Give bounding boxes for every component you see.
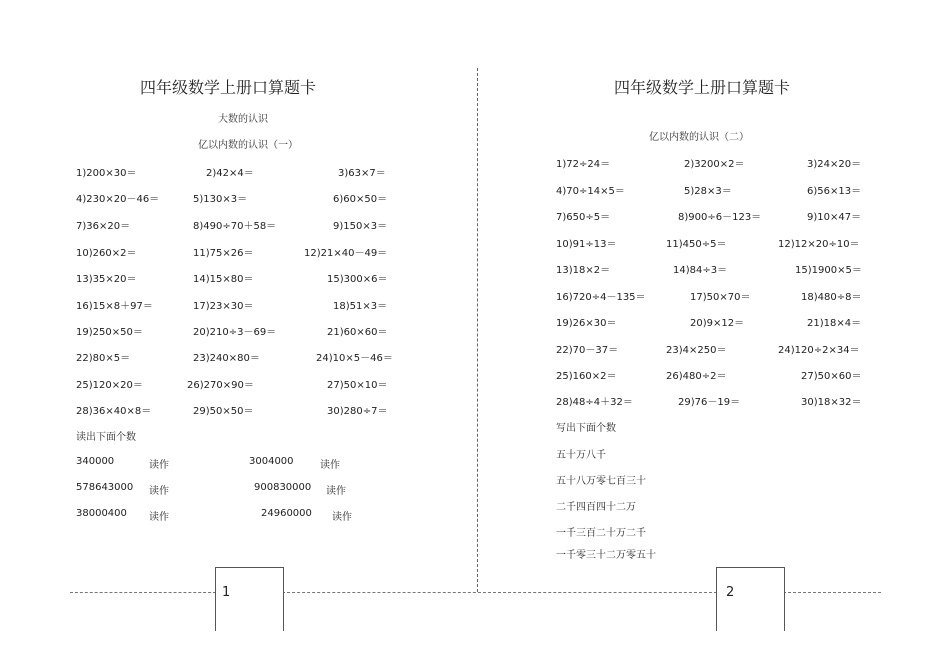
right-problem: 19)26×30＝ xyxy=(556,318,617,329)
left-problem: 12)21×40－49＝ xyxy=(304,248,388,259)
read-number-value: 578643000 xyxy=(76,482,134,493)
page-number-2: 2 xyxy=(726,585,735,600)
left-problem: 21)60×60＝ xyxy=(327,327,388,338)
left-problem: 30)280÷7＝ xyxy=(327,406,388,417)
left-problem: 11)75×26＝ xyxy=(193,248,254,259)
right-problem: 1)72÷24＝ xyxy=(556,159,611,170)
center-divider xyxy=(477,68,478,592)
left-problem: 24)10×5－46＝ xyxy=(316,353,393,364)
right-problem: 4)70÷14×5＝ xyxy=(556,186,625,197)
right-problem: 24)120÷2×34＝ xyxy=(778,345,860,356)
right-problem: 6)56×13＝ xyxy=(807,186,862,197)
left-problem: 25)120×20＝ xyxy=(76,380,143,391)
read-as-label: 读作 xyxy=(149,486,169,497)
right-problem: 7)650÷5＝ xyxy=(556,212,611,223)
left-problem: 22)80×5＝ xyxy=(76,353,131,364)
right-page-subtitle-topic: 亿以内数的认识（二） xyxy=(649,132,749,143)
right-problem: 27)50×60＝ xyxy=(801,371,862,382)
left-page-subtitle-topic: 亿以内数的认识（一） xyxy=(198,140,298,151)
left-problem: 14)15×80＝ xyxy=(193,274,254,285)
write-number-item: 二千四百四十二万 xyxy=(556,502,636,513)
right-problem: 20)9×12＝ xyxy=(690,318,745,329)
right-problem: 23)4×250＝ xyxy=(666,345,727,356)
write-number-item: 五十八万零七百三十 xyxy=(556,476,646,487)
left-problem: 9)150×3＝ xyxy=(333,221,388,232)
left-problem: 26)270×90＝ xyxy=(187,380,254,391)
right-problem: 13)18×2＝ xyxy=(556,265,611,276)
right-problem: 12)12×20÷10＝ xyxy=(778,239,860,250)
left-problem: 13)35×20＝ xyxy=(76,274,137,285)
left-problem: 2)42×4＝ xyxy=(206,168,254,179)
right-problem: 9)10×47＝ xyxy=(807,212,862,223)
left-problem: 10)260×2＝ xyxy=(76,248,137,259)
right-problem: 10)91÷13＝ xyxy=(556,239,617,250)
right-problem: 3)24×20＝ xyxy=(807,159,862,170)
read-as-label: 读作 xyxy=(326,486,346,497)
right-problem: 18)480÷8＝ xyxy=(801,292,862,303)
left-problem: 27)50×10＝ xyxy=(327,380,388,391)
right-problem: 22)70－37＝ xyxy=(556,345,619,356)
page-number-1: 1 xyxy=(222,585,231,600)
right-problem: 16)720÷4－135＝ xyxy=(556,292,646,303)
read-number-value: 38000400 xyxy=(76,508,127,519)
footer-divider-mid xyxy=(282,592,717,593)
read-number-value: 3004000 xyxy=(249,456,294,467)
right-problem: 26)480÷2＝ xyxy=(666,371,727,382)
left-problem: 19)250×50＝ xyxy=(76,327,143,338)
write-numbers-heading: 写出下面个数 xyxy=(556,423,616,434)
left-page-subtitle-section: 大数的认识 xyxy=(218,114,268,125)
read-as-label: 读作 xyxy=(149,460,169,471)
right-problem: 5)28×3＝ xyxy=(684,186,732,197)
left-problem: 23)240×80＝ xyxy=(193,353,260,364)
right-problem: 30)18×32＝ xyxy=(801,397,862,408)
left-problem: 28)36×40×8＝ xyxy=(76,406,152,417)
right-problem: 28)48÷4＋32＝ xyxy=(556,397,633,408)
left-problem: 17)23×30＝ xyxy=(193,301,254,312)
right-problem: 11)450÷5＝ xyxy=(666,239,727,250)
right-problem: 15)1900×5＝ xyxy=(795,265,862,276)
left-problem: 29)50×50＝ xyxy=(193,406,254,417)
left-problem: 15)300×6＝ xyxy=(327,274,388,285)
right-page-title: 四年级数学上册口算题卡 xyxy=(614,78,791,97)
right-problem: 17)50×70＝ xyxy=(690,292,751,303)
right-problem: 14)84÷3＝ xyxy=(673,265,728,276)
read-number-value: 340000 xyxy=(76,456,115,467)
footer-divider-left-a xyxy=(70,592,216,593)
read-number-value: 24960000 xyxy=(261,508,312,519)
left-problem: 8)490÷70＋58＝ xyxy=(193,221,277,232)
left-problem: 3)63×7＝ xyxy=(338,168,386,179)
right-problem: 29)76－19＝ xyxy=(678,397,741,408)
left-page-title: 四年级数学上册口算题卡 xyxy=(140,78,317,97)
left-problem: 1)200×30＝ xyxy=(76,168,137,179)
footer-divider-right xyxy=(783,592,881,593)
left-problem: 20)210÷3－69＝ xyxy=(193,327,277,338)
left-problem: 5)130×3＝ xyxy=(193,194,248,205)
left-problem: 18)51×3＝ xyxy=(333,301,388,312)
left-problem: 7)36×20＝ xyxy=(76,221,131,232)
read-as-label: 读作 xyxy=(320,460,340,471)
right-problem: 25)160×2＝ xyxy=(556,371,617,382)
read-as-label: 读作 xyxy=(149,512,169,523)
read-number-value: 900830000 xyxy=(254,482,312,493)
write-number-item: 五十万八千 xyxy=(556,450,606,461)
right-problem: 8)900÷6－123＝ xyxy=(678,212,762,223)
left-problem: 6)60×50＝ xyxy=(333,194,388,205)
write-number-item: 一千三百二十万二千 xyxy=(556,528,646,539)
read-numbers-heading: 读出下面个数 xyxy=(76,432,136,443)
right-problem: 21)18×4＝ xyxy=(807,318,862,329)
left-problem: 4)230×20－46＝ xyxy=(76,194,160,205)
right-problem: 2)3200×2＝ xyxy=(684,159,745,170)
write-number-item: 一千零三十二万零五十 xyxy=(556,550,656,561)
left-problem: 16)15×8＋97＝ xyxy=(76,301,153,312)
read-as-label: 读作 xyxy=(332,512,352,523)
